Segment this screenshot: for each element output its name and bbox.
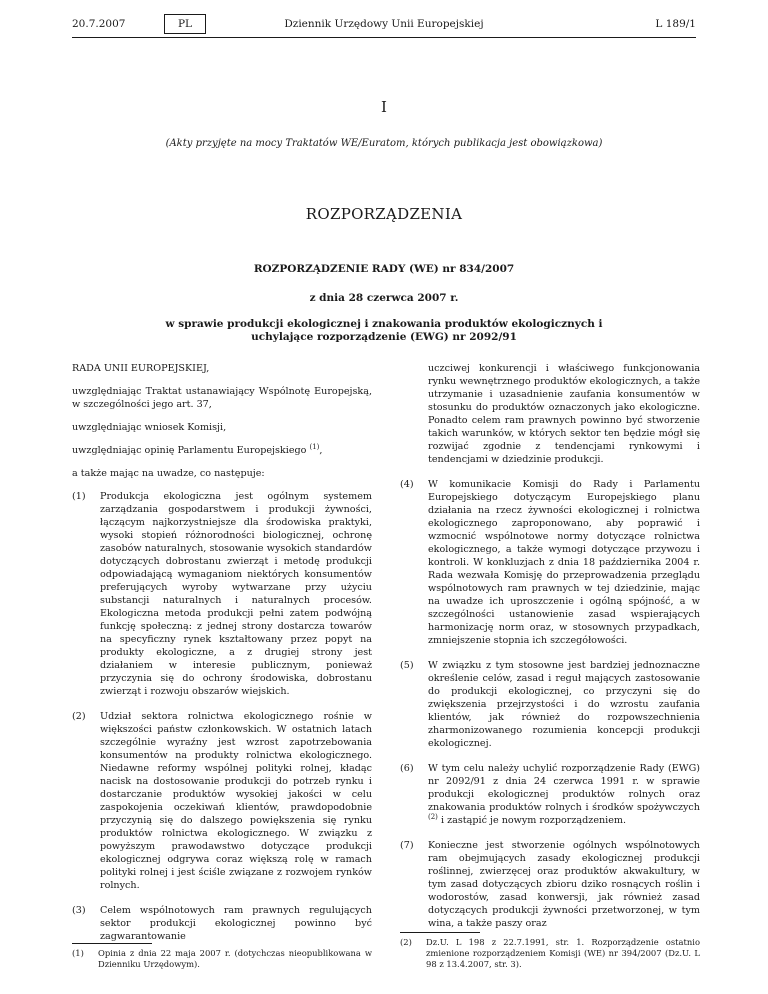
- page-reference: L 189/1: [655, 18, 696, 30]
- recital-parliament: [72, 444, 372, 457]
- journal-title: Dziennik Urzędowy Unii Europejskiej: [284, 18, 484, 30]
- footnote-divider-right: [400, 932, 480, 933]
- recital-item: [72, 904, 372, 943]
- recital-number: (4): [400, 479, 414, 490]
- whereas-intro: a także mając na uwadze, co następuje:: [72, 468, 265, 479]
- footnote-ref-2[interactable]: (2): [428, 812, 438, 821]
- recital-text: Udział sektora rolnictwa ekologicznego rośnie w większości państw członkowskich. W ostatnich latach szczególnie wyraźny jest wzrost zapotrzebowania konsumentów na produkty rolnictwa ekologicznego. Niedawne reformy wspólnej polityki rolnej, kładąc nacisk na dostosowanie produkcji do potrzeb rynku i dostarczanie produktów wysokiej jakości w celu zaspokojenia oczekiwań klientów, prawdopodobnie przyczynią się do dalszego powiększenia się rynku produktów rolnictwa ekologicznego. W związku z powyższym prawodawstwo dotyczące produkcji ekologicznej odgrywa coraz większą rolę w ramach polityki rolnej i jest ściśle związane z rozwojem rynków rolnych.: [100, 711, 372, 891]
- footnote-divider-left: [72, 943, 152, 944]
- recital-continuation: uczciwej konkurencji i właściwego funkcjonowania rynku wewnętrznego produktów ekologicznych, a także utrzymanie i uzasadnienie zaufania konsumentów w stosunku do produktów oznaczonych jako ekologiczne. Ponadto celem ram prawnych powinno być stworzenie takich warunków, w których sektor ten będzie mógł się rozwijać zgodnie z tendencjami rynkowymi i tendencjami w dziedzinie produkcji.: [428, 363, 700, 465]
- recital-text: Produkcja ekologiczna jest ogólnym systemem zarządzania gospodarstwem i produkcji żywności, łączącym najkorzystniejsze dla środowiska praktyki, wysoki stopień różnorodności biologicznej, ochronę zasobów naturalnych, stosowanie wysokich standardów dotyczących dobrostanu zwierząt i metodę produkcji odpowiadającą wymaganiom niektórych konsumentów preferujących wyroby wytwarzane przy użyciu substancji naturalnych i naturalnych procesów. Ekologiczna metoda produkcji pełni zatem podwójną funkcję społeczną: z jednej strony dostarcza towarów na specyficzny rynek kształtowany przez popyt na produkty ekologiczne, a z drugiej strony jest działaniem w interesie publicznym, ponieważ przyczynia się do ochrony środowiska, dobrostanu zwierząt i rozwoju obszarów wiejskich.: [100, 491, 372, 697]
- recital-treaty: uwzględniając Traktat ustanawiający Wspólnotę Europejską, w szczególności jego art. 37,: [72, 386, 372, 410]
- regulation-date: z dnia 28 czerwca 2007 r.: [309, 292, 459, 304]
- section-title: ROZPORZĄDZENIA: [305, 205, 463, 223]
- language-box: PL: [164, 14, 206, 34]
- recital-text: Konieczne jest stworzenie ogólnych wspólnotowych ram obejmujących zasady ekologicznej produkcji roślinnej, zwierzęcej oraz produktów akwakultury, w tym zasad dotyczących zbioru dziko rosnących roślin i wodorostów, zasad konwersji, jak również zasad dotyczących produkcji żywności przetworzonej, w tym wina, a także paszy oraz: [428, 840, 700, 929]
- part-number: I: [381, 98, 387, 116]
- recital-item: [400, 478, 700, 647]
- recital-text-end: i zastąpić je nowym rozporządzeniem.: [437, 815, 627, 826]
- recital-parliament-end: ,: [319, 445, 323, 456]
- footnote-number: (1): [72, 948, 84, 958]
- footnote-text: Opinia z dnia 22 maja 2007 r. (dotychczas nieopublikowana w Dzienniku Urzędowym).: [98, 948, 372, 969]
- recital-number: (6): [400, 763, 414, 774]
- recital-text: Celem wspólnotowych ram prawnych regulujących sektor produkcji ekologicznej powinno być zagwarantowanie: [100, 905, 372, 942]
- footnote-ref-1[interactable]: (1): [309, 442, 320, 451]
- header-divider: [72, 37, 696, 38]
- recital-item: [72, 490, 372, 698]
- council-heading: RADA UNII EUROPEJSKIEJ,: [72, 363, 210, 374]
- right-column: [400, 362, 700, 942]
- recital-number: (7): [400, 840, 414, 851]
- recital-parliament-text: uwzględniając opinię Parlamentu Europejskiego: [72, 445, 307, 456]
- recital-number: (5): [400, 660, 414, 671]
- regulation-title: ROZPORZĄDZENIE RADY (WE) nr 834/2007: [253, 263, 515, 275]
- recital-number: (3): [72, 905, 86, 916]
- recital-commission: uwzględniając wniosek Komisji,: [72, 422, 227, 433]
- recital-number: (1): [72, 491, 86, 502]
- recital-number: (2): [72, 711, 86, 722]
- acts-note: (Akty przyjęte na mocy Traktatów WE/Euratom, których publikacja jest obowiązkowa): [165, 138, 603, 149]
- recital-text: W związku z tym stosowne jest bardziej jednoznaczne określenie celów, zasad i reguł mających zastosowanie do produkcji ekologicznej, co przyczyni się do zwiększenia przejrzystości i do wzrostu zaufania klientów, jak również do rozpowszechnienia zharmonizowanego rozumienia koncepcji produkcji ekologicznej.: [428, 660, 700, 749]
- left-column: [72, 362, 372, 955]
- footnote-number: (2): [400, 937, 412, 947]
- recital-item: [400, 839, 700, 930]
- recital-text-part: W tym celu należy uchylić rozporządzenie Rady (EWG) nr 2092/91 z dnia 24 czerwca 1991 r. w sprawie produkcji ekologicznej produktów rolnych oraz znakowania produktów rolnych i środków spożywczych: [428, 763, 700, 813]
- footnote-2: [400, 937, 700, 970]
- footnote-text: Dz.U. L 198 z 22.7.1991, str. 1. Rozporządzenie ostatnio zmienione rozporządzeniem Komisji (WE) nr 394/2007 (Dz.U. L 98 z 13.4.2007, str. 3).: [426, 937, 700, 969]
- recital-item: [400, 762, 700, 827]
- header-date: 20.7.2007: [72, 18, 126, 30]
- recital-text: W komunikacie Komisji do Rady i Parlamentu Europejskiego dotyczącym Europejskiego planu działania na rzecz żywności ekologicznej i rolnictwa ekologicznego zaproponowano, aby poprawić i wzmocnić wspólnotowe normy dotyczące rolnictwa ekologicznego, a także wymogi dotyczące przywozu i kontroli. W konkluzjach z dnia 18 października 2004 r. Rada wezwała Komisję do przeprowadzenia przeglądu wspólnotowych ram prawnych w tej dziedzinie, mając na uwadze ich uproszczenie i ogólną spójność, a w szczególności ustanowienie zasad wspierających harmonizację norm oraz, w stosownych przypadkach, zmniejszenie stopnia ich szczegółowości.: [428, 479, 700, 646]
- recital-item: [400, 659, 700, 750]
- footnote-1: [72, 948, 372, 970]
- regulation-subject: w sprawie produkcji ekologicznej i znakowania produktów ekologicznych i uchylające rozporządzenie (EWG) nr 2092/91: [165, 318, 603, 343]
- recital-text: [428, 762, 700, 827]
- recital-item: [72, 710, 372, 892]
